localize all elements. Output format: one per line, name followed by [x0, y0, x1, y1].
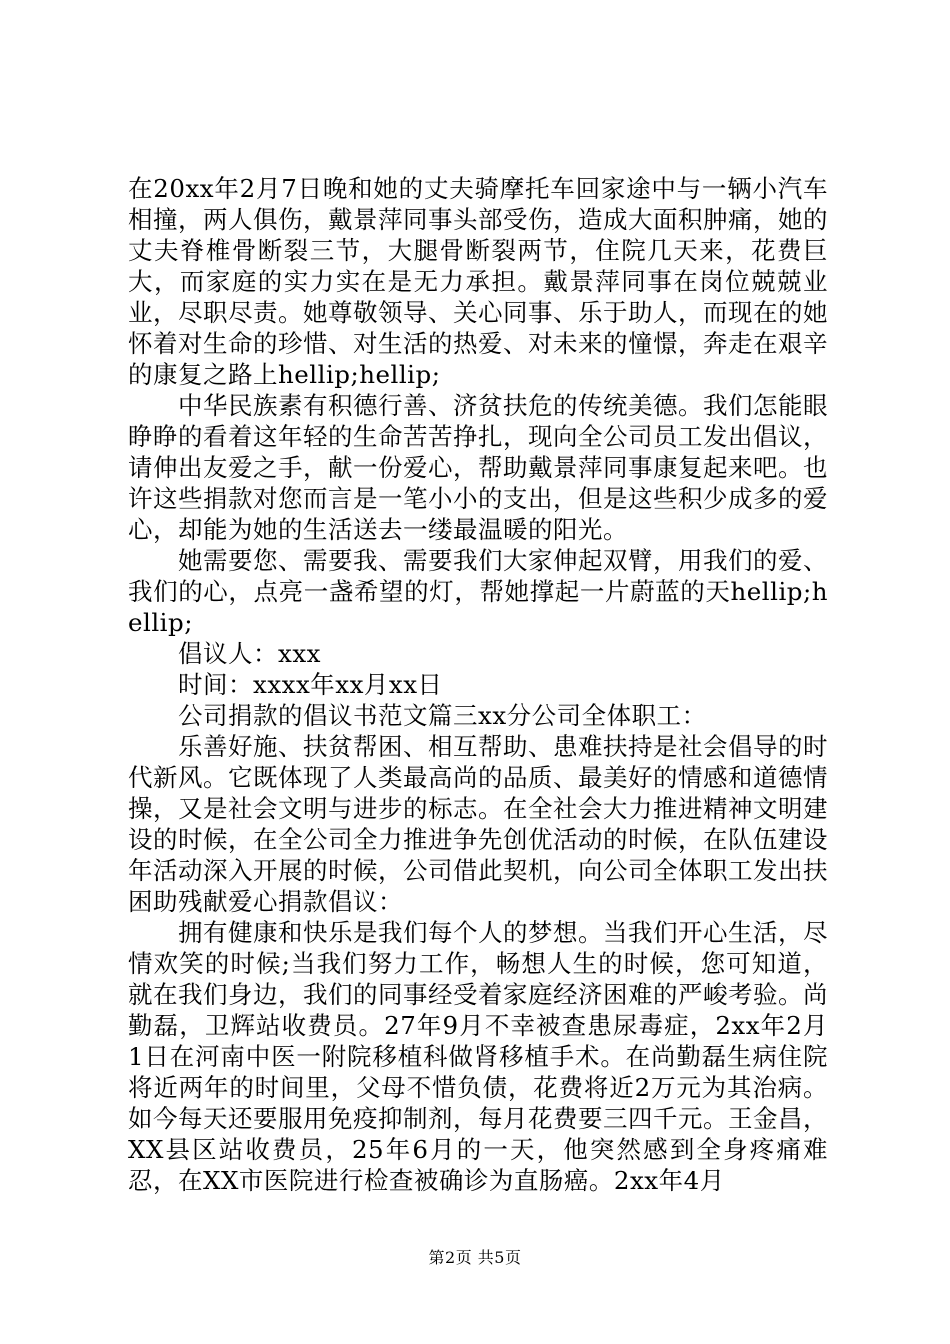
paragraph-date: 时间：xxxx年xx月xx日 — [178, 670, 443, 699]
document-body — [128, 173, 828, 1196]
page-number-footer: 第2页 共5页 — [428, 1248, 522, 1267]
paragraph-appeal: 中华民族素有积德行善、济贫扶危的传统美德。我们怎能眼睁睁的看着这年轻的生命苦苦挣扎，现向全公司员工发出倡议，请伸出友爱之手，献一份爱心，帮助戴景萍同事康复起来吧。也许这些捐款对您而言是一笔小小的支出，但是这些积少成多的爱心，却能为她的生活送去一缕最温暖的阳光。 — [128, 391, 828, 544]
paragraph-call-to-action: 她需要您、需要我、需要我们大家伸起双臂，用我们的爱、我们的心，点亮一盏希望的灯，帮她撑起一片蔚蓝的天hellip;hellip; — [128, 546, 828, 637]
paragraph-social-values: 乐善好施、扶贫帮困、相互帮助、患难扶持是社会倡导的时代新风。它既体现了人类最高尚的品质、最美好的情感和道德情操，又是社会文明与进步的标志。在全社会大力推进精神文明建设的时候，在全公司全力推进争先创优活动的时候，在队伍建设年活动深入开展的时候，公司借此契机，向公司全体职工发出扶困助残献爱心捐款倡议： — [128, 732, 828, 916]
paragraph-accident-description: 在20xx年2月7日晚和她的丈夫骑摩托车回家途中与一辆小汽车相撞，两人俱伤，戴景萍同事头部受伤，造成大面积肿痛，她的丈夫脊椎骨断裂三节，大腿骨断裂两节，住院几天来，花费巨大，而家庭的实力实在是无力承担。戴景萍同事在岗位兢兢业业，尽职尽责。她尊敬领导、关心同事、乐于助人，而现在的她怀着对生命的珍惜、对生活的热爱、对未来的憧憬，奔走在艰辛的康复之路上hellip;hellip; — [128, 174, 828, 389]
paragraph-colleague-stories: 拥有健康和快乐是我们每个人的梦想。当我们开心生活，尽情欢笑的时候;当我们努力工作，畅想人生的时候，您可知道，就在我们身边，我们的同事经受着家庭经济困难的严峻考验。尚勤磊，卫辉站收费员。27年9月不幸被查患尿毒症，2xx年2月1日在河南中医一附院移植科做肾移植手术。在尚勤磊生病住院将近两年的时间里，父母不惜负债，花费将近2万元为其治病。如今每天还要服用免疫抑制剂，每月花费要三四千元。王金昌，XX县区站收费员，25年6月的一天，他突然感到全身疼痛难忍，在XX市医院进行检查被确诊为直肠癌。2xx年4月 — [128, 918, 828, 1195]
paragraph-section-heading: 公司捐款的倡议书范文篇三xx分公司全体职工： — [178, 701, 707, 730]
paragraph-initiator: 倡议人：xxx — [178, 639, 321, 668]
